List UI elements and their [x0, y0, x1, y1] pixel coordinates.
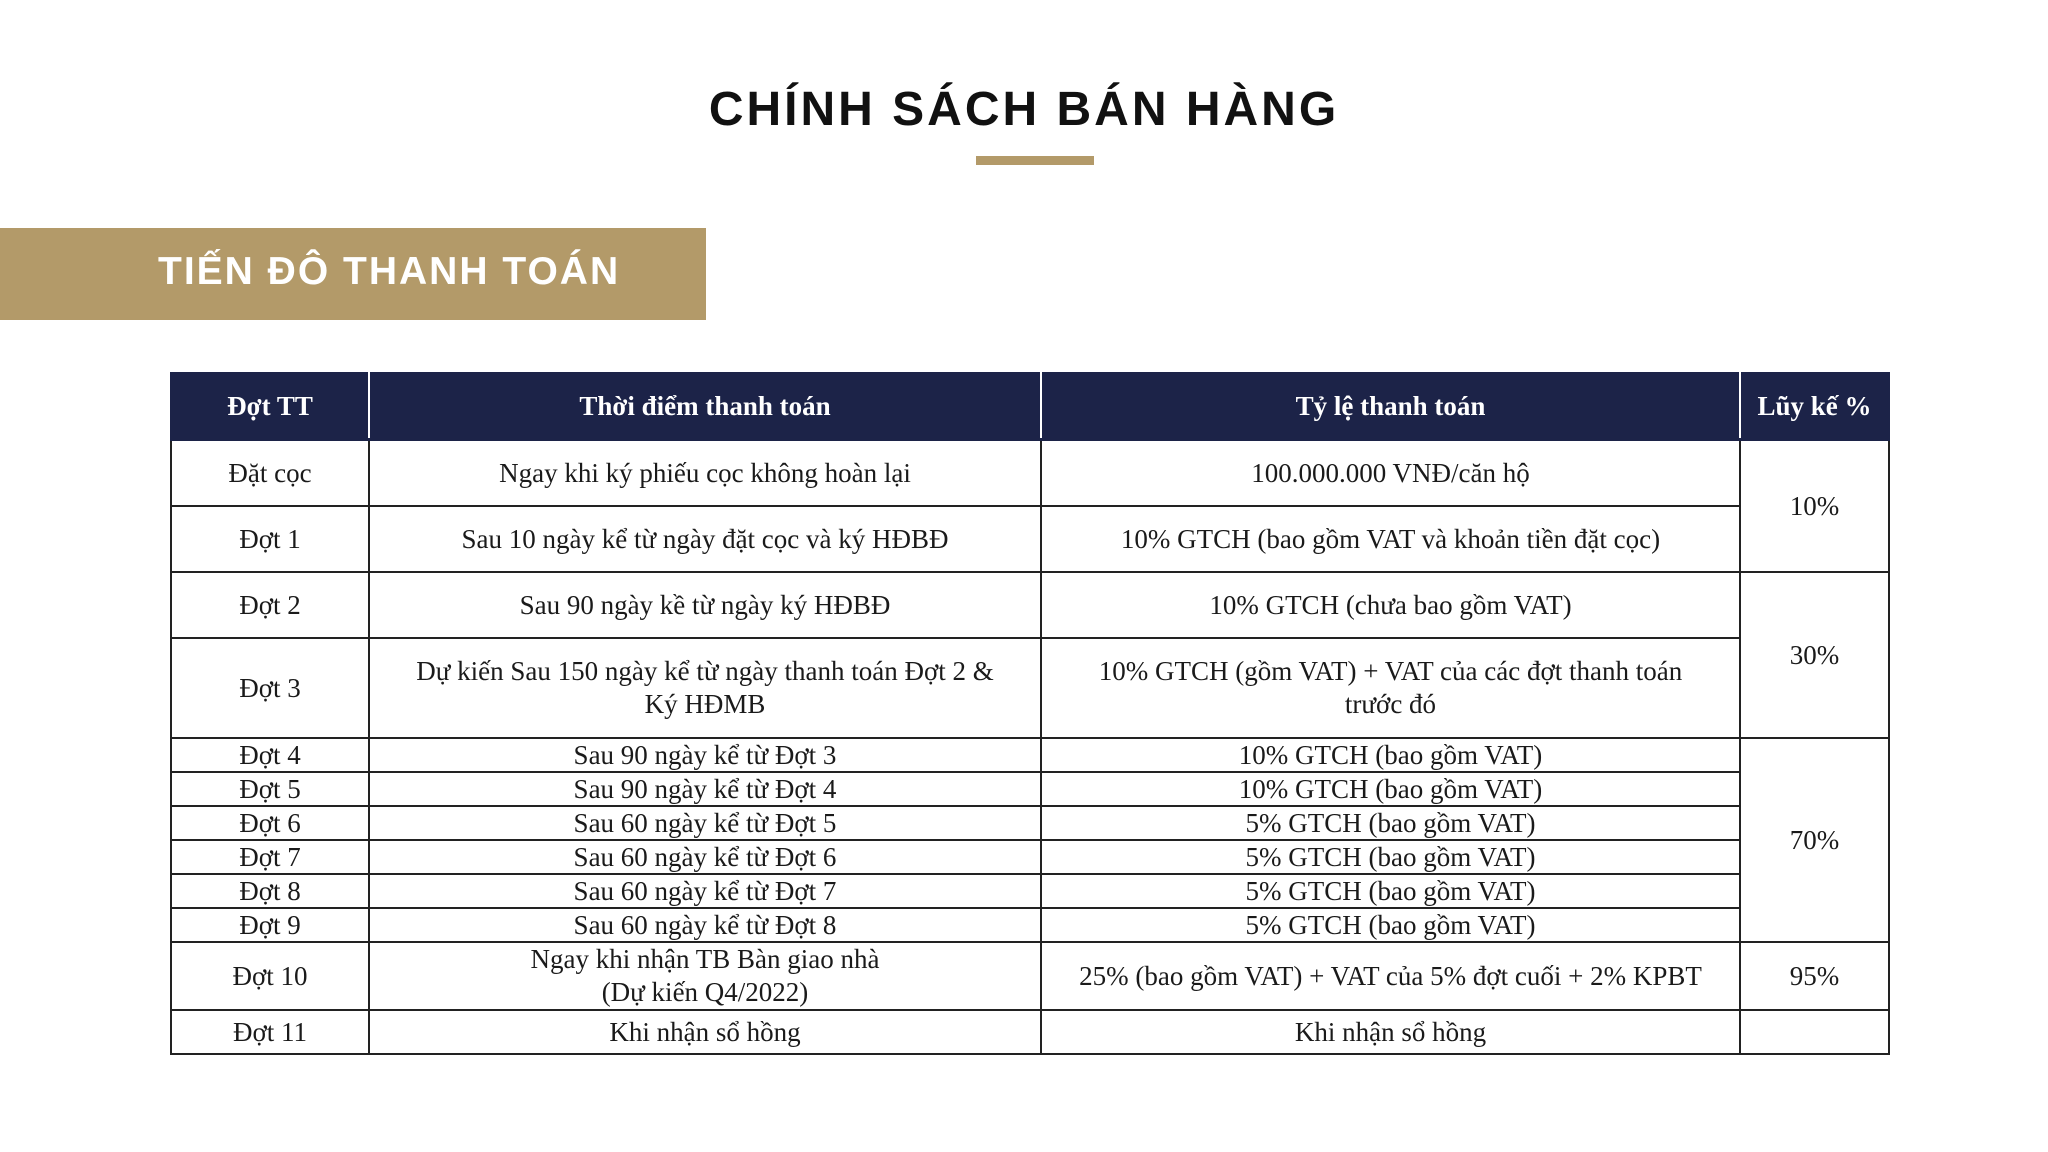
cell-dot: Đợt 11: [171, 1010, 369, 1054]
cell-dot: Đặt cọc: [171, 440, 369, 507]
cell-dot: Đợt 10: [171, 942, 369, 1010]
cell-rate-line: 10% GTCH (gồm VAT) + VAT của các đợt thanh toán: [1098, 656, 1683, 686]
cell-rate: [1041, 638, 1740, 738]
cell-timing: Sau 90 ngày kể từ Đợt 4: [369, 772, 1041, 806]
cell-dot: Đợt 5: [171, 772, 369, 806]
cell-dot: Đợt 2: [171, 572, 369, 638]
table-row: [171, 874, 1889, 908]
table-row: [171, 806, 1889, 840]
cell-timing: [369, 638, 1041, 738]
cell-timing: Ngay khi ký phiếu cọc không hoàn lại: [369, 440, 1041, 507]
cell-timing: Sau 60 ngày kể từ Đợt 6: [369, 840, 1041, 874]
table-row: [171, 440, 1889, 507]
section-banner: [0, 228, 706, 320]
cell-cumulative: [1740, 1010, 1889, 1054]
cell-timing: Sau 60 ngày kể từ Đợt 5: [369, 806, 1041, 840]
cell-timing-line: Dự kiến Sau 150 ngày kể từ ngày thanh toán Đợt 2 &: [416, 656, 994, 686]
cell-timing: Sau 90 ngày kề từ ngày ký HĐBĐ: [369, 572, 1041, 638]
cell-dot: Đợt 4: [171, 738, 369, 772]
cell-rate: 10% GTCH (bao gồm VAT và khoản tiền đặt cọc): [1041, 506, 1740, 572]
cell-dot: Đợt 7: [171, 840, 369, 874]
table-row: [171, 506, 1889, 572]
column-header-rate: Tỷ lệ thanh toán: [1041, 373, 1740, 440]
cell-rate: 10% GTCH (bao gồm VAT): [1041, 772, 1740, 806]
cell-cumulative: 70%: [1740, 738, 1889, 942]
cell-rate: 100.000.000 VNĐ/căn hộ: [1041, 440, 1740, 507]
cell-rate: 10% GTCH (bao gồm VAT): [1041, 738, 1740, 772]
column-header-timing: Thời điểm thanh toán: [369, 373, 1041, 440]
cell-rate: Khi nhận sổ hồng: [1041, 1010, 1740, 1054]
cell-timing-line: Ký HĐMB: [644, 689, 766, 719]
table-row: [171, 738, 1889, 772]
cell-rate: 5% GTCH (bao gồm VAT): [1041, 874, 1740, 908]
cell-timing: Khi nhận sổ hồng: [369, 1010, 1041, 1054]
cell-timing: Sau 60 ngày kể từ Đợt 7: [369, 874, 1041, 908]
cell-cumulative: 30%: [1740, 572, 1889, 738]
table-row: [171, 1010, 1889, 1054]
cell-dot: Đợt 3: [171, 638, 369, 738]
title-underline: [976, 156, 1094, 165]
cell-timing-line: (Dự kiến Q4/2022): [601, 977, 809, 1007]
cell-cumulative: 10%: [1740, 440, 1889, 573]
cell-rate: 5% GTCH (bao gồm VAT): [1041, 806, 1740, 840]
cell-rate: 10% GTCH (chưa bao gồm VAT): [1041, 572, 1740, 638]
cell-dot: Đợt 9: [171, 908, 369, 942]
cell-timing: Sau 60 ngày kể từ Đợt 8: [369, 908, 1041, 942]
cell-timing: Sau 90 ngày kể từ Đợt 3: [369, 738, 1041, 772]
cell-dot: Đợt 8: [171, 874, 369, 908]
cell-timing: [369, 942, 1041, 1010]
cell-cumulative: 95%: [1740, 942, 1889, 1010]
table-row: [171, 572, 1889, 638]
cell-rate: 5% GTCH (bao gồm VAT): [1041, 840, 1740, 874]
table-row: [171, 638, 1889, 738]
cell-rate: 5% GTCH (bao gồm VAT): [1041, 908, 1740, 942]
table-row: [171, 772, 1889, 806]
table-row: [171, 908, 1889, 942]
cell-rate-line: trước đó: [1344, 689, 1437, 719]
cell-rate: 25% (bao gồm VAT) + VAT của 5% đợt cuối + 2% KPBT: [1041, 942, 1740, 1010]
cell-dot: Đợt 1: [171, 506, 369, 572]
page-title: CHÍNH SÁCH BÁN HÀNG: [708, 83, 1340, 136]
section-title: TIẾN ĐÔ THANH TOÁN: [158, 250, 621, 293]
column-header-dot: Đợt TT: [171, 373, 369, 440]
payment-schedule-table: [170, 372, 1890, 1055]
column-header-cumulative: Lũy kế %: [1740, 373, 1889, 440]
cell-dot: Đợt 6: [171, 806, 369, 840]
cell-timing: Sau 10 ngày kể từ ngày đặt cọc và ký HĐBĐ: [369, 506, 1041, 572]
table-row: [171, 942, 1889, 1010]
cell-timing-line: Ngay khi nhận TB Bàn giao nhà: [530, 944, 880, 974]
table-row: [171, 840, 1889, 874]
table-header-row: [171, 373, 1889, 440]
